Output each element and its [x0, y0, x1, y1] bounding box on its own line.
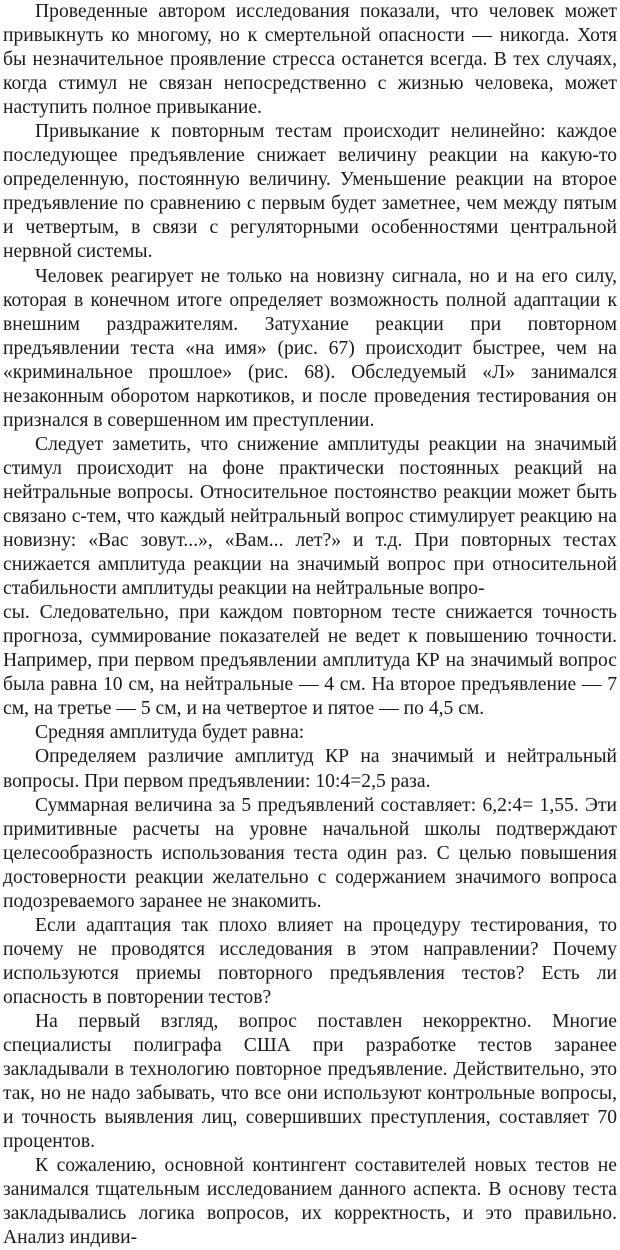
paragraph-usa-specialists: На первый взгляд, вопрос поставлен некорректно. Многие специалисты полиграфа США при разработке тестов заранее закладывали в технологию повторное предъявление. Действительно, это так, но не надо забывать, что все они используют контрольные вопросы, и точность выявления лиц, совершивших преступления, составляет 70 процентов. [3, 1010, 617, 1153]
paragraph-habituation-intro: Проведенные автором исследования показали, что человек может привыкнуть ко многому, но к смертельной опасности — никогда. Хотя бы незначительное проявление стресса останется всегда. В тех случаях, когда стимул не связан непосредственно с жизнью человека, может наступить полное привыкание. [3, 1, 617, 119]
paragraph-adaptation-question: Если адаптация так плохо влияет на процедуру тестирования, то почему не проводятся исследования в этом направлении? Почему используются приемы повторного предъявления тестов? Есть ли опасность в повторении тестов? [3, 914, 617, 1008]
paragraph-amplitude-difference: Определяем различие амплитуд КР на значимый и нейтральный вопросы. При первом предъявлении: 10:4=2,5 раза. [3, 746, 617, 792]
paragraph-signal-strength: Человек реагирует не только на новизну сигнала, но и на его силу, которая в конечном итоге определяет возможность полной адаптации к внешним раздражителям. Затухание реакции при повторном предъявлении теста «на имя» (рис. 67) происходит быстрее, чем на «криминальное прошлое» (рис. 68). Обследуемый «Л» занимался незаконным оборотом наркотиков, и после проведения тестирования он признался в совершенном им преступлении. [3, 265, 617, 431]
paragraph-test-authors: К сожалению, основной контингент составителей новых тестов не занимался тщательным исследованием данного аспекта. В основу теста закладывались логика вопросов, их корректность, и это правильно. Анализ индиви- [3, 1155, 617, 1249]
paragraph-amplitude-decrease: Следует заметить, что снижение амплитуды реакции на значимый стимул происходит на фоне практически постоянных реакций на нейтральные вопросы. Относительное постоянство реакции может быть связано с-тем, что каждый нейтральный вопрос стимулирует реакцию на новизну: «Вас зовут...», «Вам... лет?» и т.д. При повторных тестах снижается амплитуда реакции на значимый вопрос при относительной стабильности амплитуды реакции на нейтральные вопро- [3, 433, 617, 600]
document-page [3, 0, 617, 1250]
paragraph-repeated-tests: Привыкание к повторным тестам происходит нелинейно: каждое последующее предъявление снижает величину реакции на какую-то определенную, постоянную величину. Уменьшение реакции на второе предъявление по сравнению с первым будет заметнее, чем между пятым и четвертым, в связи с регуляторными особенностями центральной нервной системы. [3, 121, 617, 263]
paragraph-total-value: Суммарная величина за 5 предъявлений составляет: 6,2:4= 1,55. Эти примитивные расчеты на уровне начальной школы подтверждают целесообразность использования теста один раз. С целью повышения достоверности реакции желательно с содержанием значимого вопроса подозреваемого заранее не знакомить. [3, 794, 617, 912]
paragraph-average-amplitude: Средняя амплитуда будет равна: [35, 722, 305, 744]
paragraph-forecast-accuracy: сы. Следовательно, при каждом повторном тесте снижается точность прогноза, суммирование показателей не ведет к повышению точности. Например, при первом предъявлении амплитуда КР на значимый вопрос была равна 10 см, на нейтральные — 4 см. На второе предъявление — 7 см, на третье — 5 см, и на четвертое и пятое — по 4,5 см. [3, 602, 617, 720]
